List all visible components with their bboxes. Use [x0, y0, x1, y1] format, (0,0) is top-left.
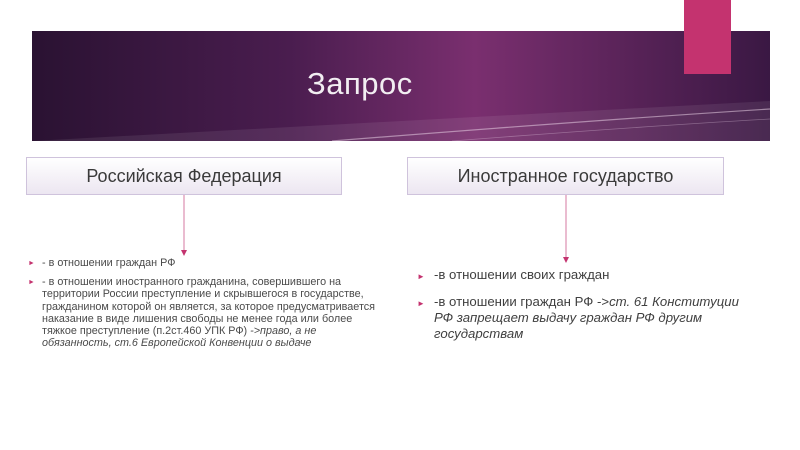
right-list-item [417, 267, 747, 283]
left-item-text: - в отношении граждан РФ [42, 257, 176, 269]
foreign-state-box: Иностранное государство [407, 157, 724, 195]
right-item-text: -в отношении граждан РФ -> [434, 294, 610, 309]
right-list-item [417, 294, 747, 342]
bullet-arrow-icon: ► [417, 299, 425, 308]
bullet-arrow-icon: ► [28, 279, 35, 287]
right-item-text: -в отношении своих граждан [434, 267, 610, 282]
russian-federation-box: Российская Федерация [26, 157, 342, 195]
left-connector-arrowhead [181, 250, 187, 256]
left-list-item [28, 257, 388, 269]
bullet-arrow-icon: ► [28, 260, 35, 267]
right-connector-arrowhead [563, 257, 569, 263]
right-item-italic-note: ст. 61 Конституции РФ запрещает выдачу граждан РФ другим государствам [434, 294, 739, 341]
bullet-arrow-icon: ► [417, 272, 425, 281]
left-bullet-list [28, 257, 388, 356]
slide-title: Запрос [307, 66, 413, 101]
left-list-item [28, 276, 388, 349]
left-item-italic-note: ->право, а не обязанность, ст.6 Европейской Конвенции о выдаче [42, 325, 317, 350]
right-bullet-list [417, 267, 747, 353]
left-item-text: - в отношении иностранного гражданина, совершившего на территории России преступление и скрывшегося в государстве, гражданином которой он является, за которое предусматривается наказание в виде лишения свободы не менее года или более тяжкое преступление (п.2ст.460 УПК РФ) [42, 276, 376, 338]
